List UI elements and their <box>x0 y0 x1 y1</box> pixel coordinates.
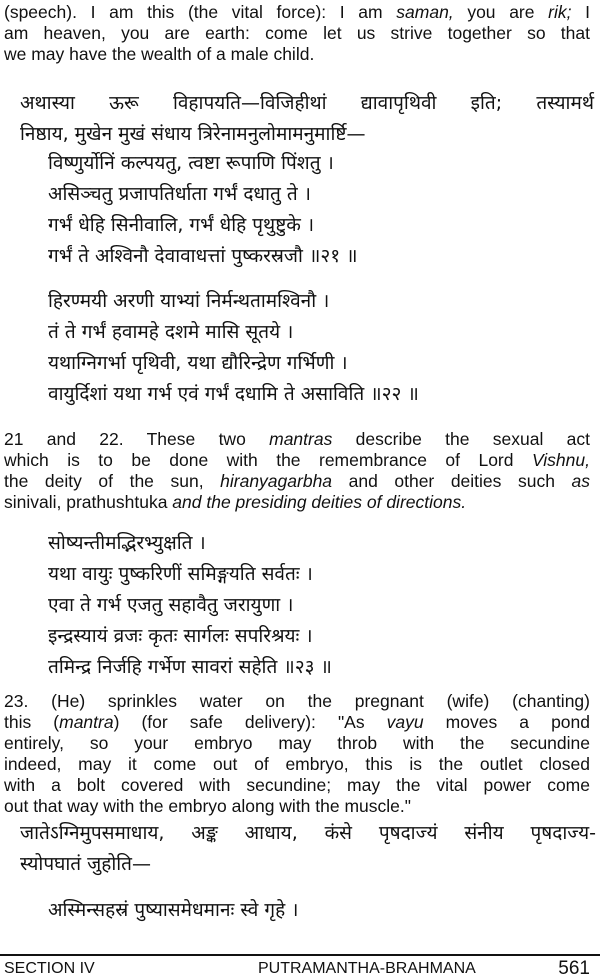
sanskrit-line: इन्द्रस्यायं व्रजः कृतः सार्गलः सपरिश्रयः । <box>48 625 313 647</box>
sanskrit-prose-2 <box>20 818 596 880</box>
footer-title: PUTRAMANTHA-BRAHMANA <box>258 960 476 977</box>
sanskrit-verse-22 <box>48 286 588 410</box>
sanskrit-line: अथास्या ऊरू विहापयति—विजिहीथां द्यावापृथिवी इति; तस्यामर्थ <box>20 92 594 114</box>
page-number: 561 <box>558 958 590 979</box>
text-segment: sinivali, prathushtuka <box>4 492 168 512</box>
sanskrit-line: एवा ते गर्भ एजतु सहावैतु जरायुणा । <box>48 594 294 616</box>
text-line <box>4 796 590 817</box>
footer-section: SECTION IV <box>4 960 95 977</box>
italic-text: rik; <box>548 2 572 22</box>
sanskrit-line: तं ते गर्भं हवामहे दशमे मासि सूतये । <box>48 321 294 343</box>
footer-rule <box>0 954 600 956</box>
text-segment: (speech). I am this (the vital force): I am <box>4 2 397 22</box>
sanskrit-line: यथाग्निगर्भा पृथिवी, यथा द्यौरिन्द्रेण गर्भिणी । <box>48 352 348 374</box>
sanskrit-line: वायुर्दिशां यथा गर्भ एवं गर्भं दधामि ते असाविति ॥२२ ॥ <box>48 383 419 405</box>
text-line <box>4 429 590 450</box>
italic-text: and the presiding deities of directions. <box>167 492 467 512</box>
text-line <box>4 492 590 513</box>
italic-text: hiranyagarbha <box>220 471 333 491</box>
sanskrit-line: जातेऽग्निमुपसमाधाय, अङ्क आधाय, कंसे पृषदाज्यं संनीय पृषदाज्य- <box>20 822 596 844</box>
sanskrit-line: विष्णुर्योनिं कल्पयतु, त्वष्टा रूपाणि पिंशतु । <box>48 152 334 174</box>
text-segment: ) (for safe delivery): "As <box>113 712 387 732</box>
text-segment: out that way with the embryo along with the muscle." <box>4 796 411 816</box>
commentary-21-22 <box>4 429 590 513</box>
text-line <box>4 754 590 775</box>
italic-text: vayu <box>386 712 424 732</box>
top-paragraph <box>4 2 590 65</box>
text-line <box>4 733 590 754</box>
commentary-23 <box>4 691 590 817</box>
text-segment: indeed, may it come out of embryo, this is the outlet closed <box>4 754 590 774</box>
text-segment: we may have the wealth of a male child. <box>4 44 315 64</box>
text-segment: am heaven, you are earth: come let us strive together so that <box>4 23 590 43</box>
sanskrit-line: तमिन्द्र निर्जहि गर्भेण सावरां सहेति ॥२३ ॥ <box>48 656 332 678</box>
sanskrit-line: यथा वायुः पुष्करिणीं समिङ्गयति सर्वतः । <box>48 563 313 585</box>
page-footer <box>0 958 600 980</box>
text-segment: describe the sexual act <box>332 429 591 449</box>
sanskrit-line: निष्ठाय, मुखेन मुखं संधाय त्रिरेनामनुलोमामनुमार्ष्टि— <box>20 123 366 145</box>
text-line <box>4 450 590 471</box>
text-segment: this ( <box>4 712 60 732</box>
text-line <box>4 44 590 65</box>
text-segment: you are <box>453 2 549 22</box>
text-segment: I <box>571 2 590 22</box>
text-line <box>4 471 590 492</box>
text-line <box>4 2 590 23</box>
sanskrit-line: अस्मिन्सहस्रं पुष्यासमेधमानः स्वे गृहे । <box>48 899 299 921</box>
italic-text: mantra <box>59 712 114 732</box>
sanskrit-verse-24-start <box>48 895 588 926</box>
text-segment: 21 and 22. These two <box>4 429 270 449</box>
sanskrit-line: हिरण्मयी अरणी याभ्यां निर्मन्थतामश्विनौ । <box>48 290 330 312</box>
sanskrit-line: असिञ्चतु प्रजापतिर्धाता गर्भं दधातु ते । <box>48 183 311 205</box>
text-segment: entirely, so your embryo may throb with the secundine <box>4 733 590 753</box>
sanskrit-line: गर्भं ते अश्विनौ देवावाधत्तां पुष्करस्रजौ ॥२१ ॥ <box>48 245 358 267</box>
sanskrit-line: स्योपघातं जुहोति— <box>20 853 152 875</box>
sanskrit-line: सोष्यन्तीमद्भिरभ्युक्षति । <box>48 532 206 554</box>
text-line <box>4 712 590 733</box>
text-segment: the deity of the sun, <box>4 471 221 491</box>
italic-text: saman, <box>396 2 454 22</box>
sanskrit-line: गर्भं धेहि सिनीवालि, गर्भं धेहि पृथुष्टुके । <box>48 214 315 236</box>
text-segment: with a bolt covered with secundine; may the vital power come <box>4 775 590 795</box>
italic-text: mantras <box>269 429 333 449</box>
text-segment: and other deities such <box>332 471 572 491</box>
italic-text: Vishnu, <box>531 450 590 470</box>
text-line <box>4 775 590 796</box>
sanskrit-prose-1 <box>20 88 594 150</box>
sanskrit-verse-23 <box>48 528 588 683</box>
italic-text: as <box>571 471 590 491</box>
sanskrit-verse-21 <box>48 148 588 272</box>
text-segment: 23. (He) sprinkles water on the pregnant (wife) (chanting) <box>4 691 590 711</box>
text-segment: moves a pond <box>423 712 590 732</box>
text-line <box>4 23 590 44</box>
text-segment: which is to be done with the remembrance of Lord <box>4 450 532 470</box>
text-line <box>4 691 590 712</box>
